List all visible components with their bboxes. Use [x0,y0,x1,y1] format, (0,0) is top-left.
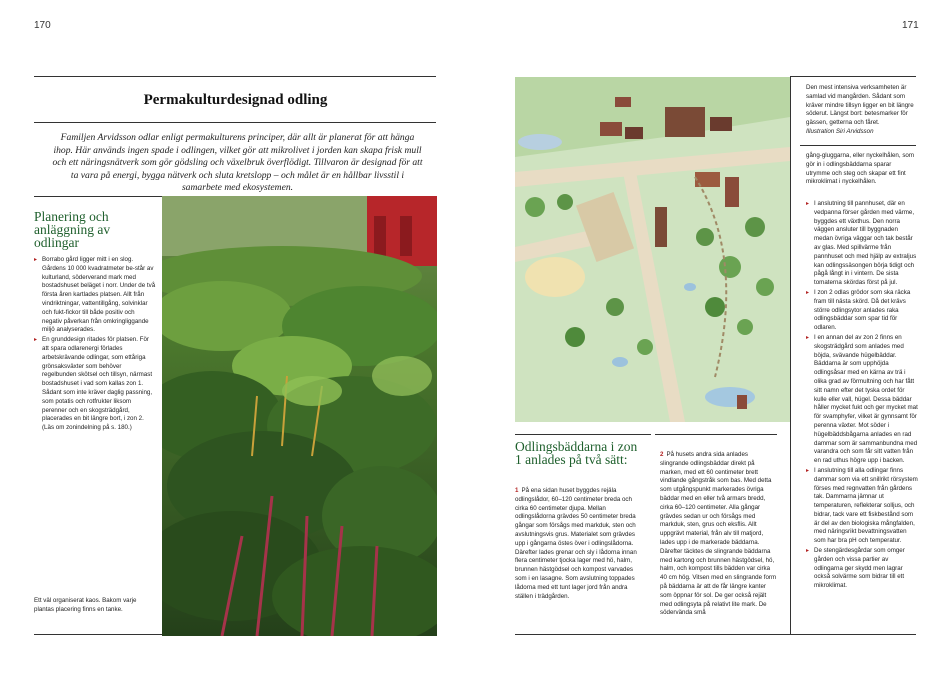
zone1-method-2 [660,451,778,618]
bullet-item: ▸ De stengärdesgårdar som omger gården och vissa partier av odlingarna ger skydd men lagrar också solvärme som bidrar till ett mikroklimat. [806,547,918,591]
col2-rule [655,434,777,435]
chapter-title: Permakulturdesignad odling [143,92,328,108]
caption-rule [800,145,916,146]
method-text-2: På husets andra sida anlades slingrande odlingsbäddar direkt på marken, med ett 60 centimeter brett vindlande gångstråk som bas. Med detta som utgångspunkt markerades övriga bäddar med en eller två armars bredd, cirka 60–120 centimeter. Alla gångar grävdes sedan ur och försågs med markduk, sten, grus och eksflis. Allt uppgrävt material, från alv till matjord, lades upp i de markerade bäddarna. Därefter täcktes de slingrande bäddarna med kartong och brunnen hästgödsel, hö, halm, och kompost tills bädden var cirka 40 cm hög. Vitsen med en slingrande form på bäddarna är att de får längre kanter som öppnar för sol. De ger också rejält med odlingsyta på relativt lite mark. De södervända små [660,451,777,617]
bullet-item: ▸ I anslutning till alla odlingar finns dammar som via ett snillrikt rörsystem förses med regnvatten från gårdens tak. Dammarna jämnar ut temperaturen, reflekterar solljus, och bidrar, tack vare ett fiskbestånd som är del av den biologiska mångfalden, med näringsrikt bevattningsvatten som har bra pH och temperatur. [806,467,918,546]
garden-photo [162,196,437,636]
side-heading: Planering och anläggning av odlingar [34,209,111,250]
top-rule-right [790,76,916,77]
bullet-item: ▸ En grunddesign ritades för platsen. För att spara odlarenergi förlades arbetskrävande odlingar, som ettåriga grönsaksväxter som behöver regelbunden skötsel och tillsyn, närmast bostadshuset i vad som kallas zon 1. Sådant som inte kräver daglig passning, som potatis och rotfrukter liksom perenner och en skogsträdgård, placerades en bit längre bort, i zon 2. (Läs om zonindelning på s. 180.) [34,336,156,433]
bullet-item: ▸ Borrabo gård ligger mitt i en slog. Gårdens 10 000 kvadratmeter be-står av kulturland, söderverand mark med bostadshuset beläget i norr. Under de två första åren kartlades platsen. Allt från vindriktningar, vattentillgång, solvinklar och fukt-fickor till både positiv och negativ påverkan från omkringliggande miljö analyserades. [34,256,156,335]
photo-caption: Ett väl organiserat kaos. Bakom varje plantas placering finns en tanke. [34,597,137,613]
intro-paragraph: Familjen Arvidsson odlar enligt permakulturens principer, där allt är planerat för att hänga ihop. Här används ingen spade i odlingen, vilket gör att mikrolivet i jorden kan skapa frisk mull och ett näringsnätverk som gör gödsling och växelbruk överflödigt. Tillvaron är designad för att ta vara på energi, bygga nätverk och sluta kretslopp – och målet är en hållbar livsstil i samarbete med ekosystemen. [52,132,423,194]
method-number-1: 1 [515,487,519,494]
column-divider [790,77,791,635]
title-rule [34,122,436,123]
map-caption: Den mest intensiva verksamheten är samlad vid mangården. Sådant som kräver mindre tillsyn ligger en bit längre söderut. Längst bort: betesmarker för gässen, getterna och fåret. [806,84,914,127]
page-number-right: 171 [902,20,919,31]
bullet-item: ▸ I anslutning till pannhuset, där en vedpanna förser gården med värme, byggdes ett växthus. Den norra väggen ansluter till byggnaden medan övriga väggar och tak består av glas. Med spillvärme från pannhuset och med hjälp av extraljus kan odlingssäsongen börja tidigt och pågå långt in i vintern. De sista tomaterna skördas först på jul. [806,200,918,288]
left-bullets [34,256,156,434]
zone1-method-1 [515,487,645,601]
map-caption-block [806,84,916,137]
site-map-illustration [515,77,790,422]
top-rule-left [34,76,436,77]
method-text-1: På ena sidan huset byggdes rejäla odlingslådor, 60–120 centimeter breda och cirka 60 centimeter djupa. Mellan odlingslådorna grävdes 50 centimeter breda gångar som försågs med markduk, sten och avslutningsvis grus. Materialet som grävdes upp i gångarna östes över i odlingslådorna. Därefter lades grenar och sly i lådorna innan flera centimeter tjocka lager med hö, halm, brunnen hästgödsel och kompost varvades som i en lasagne. Som avslutning toppades lådorna med ett tunt lager jord från andra ställen i trädgården. [515,487,637,600]
bottom-rule-left [34,634,162,635]
illustration-credit: Illustration Siri Arvidsson [806,127,874,135]
bullet-item: ▸ I en annan del av zon 2 finns en skogsträdgård som anlades med böjda, svävande hügelbäddar. Bäddarna är som upphöjda odlingsåsar med en kärna av trä i olika grad av förmultning och har fått sitt namn efter det tyska ordet för kulle eller vall, hügel. Dessa bäddar håller mycket fukt och ger mycket mat för svamphyfer, vilket är gynnsamt för perenna växter. Mot söder i hügelbäddsbågarna anlades en rad dammar som är sammanbundna med varandra och som får sitt vatten från en rad uthus högre upp i backen. [806,334,918,466]
section-rule [515,434,651,435]
bullet-item: ▸ I zon 2 odlas grödor som ska räcka fram till nästa skörd. Då det krävs större odlingsytor anlades raka odlingsbäddar som spar tid för odlaren. [806,289,918,333]
side-rule-left [34,196,162,197]
bottom-rule-right [515,634,916,635]
method-number-2: 2 [660,451,664,458]
right-bullets [806,200,918,592]
page-number-left: 170 [34,20,51,31]
section-heading: Odlingsbäddarna i zon 1 anlades på två sätt: [515,439,638,467]
side-intro: gång-gluggarna, eller nyckelhålen, som gör in i odlingsbäddarna sparar utrymme och steg och skapar ett fint mikroklimat i nyckelhålen. [806,152,915,186]
